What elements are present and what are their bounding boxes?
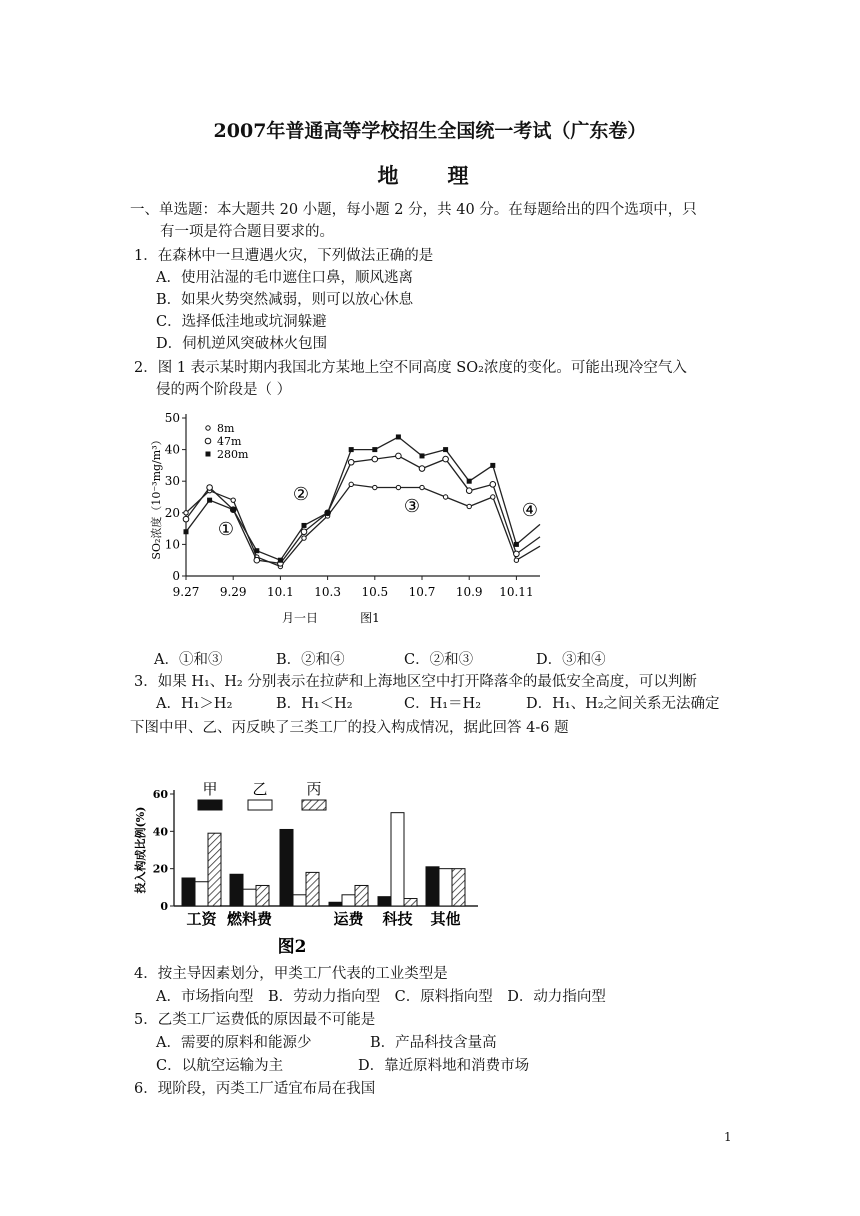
x-tick-label: 9.27 [172, 585, 200, 599]
question-1-option-d: D．伺机逆风突破林火包围 [156, 336, 328, 352]
page-number: 1 [724, 1130, 732, 1144]
y-tick-label: 10 [164, 537, 180, 552]
series-tail-47m [516, 537, 540, 554]
data-point [231, 498, 235, 502]
legend-swatch [248, 800, 272, 810]
category-label: 运费 [333, 910, 364, 928]
bar-甲 [182, 878, 195, 906]
data-point [396, 434, 401, 439]
data-point [184, 529, 189, 534]
category-label: 科技 [382, 910, 413, 928]
data-point [396, 485, 400, 489]
question-5-option-d: D．靠近原料地和消费市场 [358, 1058, 530, 1074]
y-axis-label: 投入构成比例(%) [134, 806, 147, 894]
data-point [443, 447, 448, 452]
bar-丙 [256, 885, 269, 906]
series-line-8m [186, 484, 516, 566]
category-label: 其他 [430, 910, 461, 928]
y-tick-label: 40 [164, 442, 180, 457]
data-point [443, 495, 447, 499]
question-5-option-a: A．需要的原料和能源少 [156, 1035, 312, 1051]
intro-questions-4-6: 下图中甲、乙、丙反映了三类工厂的投入构成情况，据此回答 4-6 题 [130, 720, 569, 736]
question-2-option-b: B．②和④ [276, 652, 345, 668]
figure-2-plot [133, 780, 478, 957]
question-3-option-b: B．H₁＜H₂ [276, 696, 353, 712]
data-point [231, 507, 236, 512]
data-point [254, 557, 260, 563]
series-tail-8m [516, 546, 540, 560]
legend-label: 甲 [202, 780, 218, 798]
bar-丙 [306, 872, 319, 906]
figure-1-line-chart [140, 404, 560, 634]
y-tick-label: 0 [172, 569, 180, 583]
bar-乙 [293, 895, 306, 906]
y-tick-label: 20 [164, 505, 180, 520]
x-tick-label: 10.7 [408, 585, 436, 599]
figure-title: 图1 [360, 611, 380, 625]
data-point [490, 482, 496, 488]
bar-甲 [378, 897, 391, 906]
x-tick-label: 10.9 [455, 585, 483, 599]
data-point [207, 485, 213, 491]
y-tick-label: 50 [164, 411, 180, 425]
y-tick-label: 0 [160, 900, 168, 913]
figure-title: 图2 [277, 937, 307, 957]
data-point [490, 463, 495, 468]
question-3-option-a: A．H₁＞H₂ [156, 696, 233, 712]
data-point [373, 485, 377, 489]
legend-marker [206, 452, 211, 457]
question-2-option-a: A．①和③ [154, 652, 223, 668]
bar-甲 [426, 867, 439, 906]
x-axis-label: 月一日 [281, 611, 319, 625]
data-point [278, 558, 283, 563]
legend-label: 47m [217, 435, 242, 448]
bar-丙 [355, 885, 368, 906]
data-point [254, 548, 259, 553]
legend-label: 乙 [252, 780, 268, 798]
question-5-option-b: B．产品科技含量高 [370, 1035, 497, 1051]
question-3-option-c: C．H₁＝H₂ [404, 696, 482, 712]
question-3-stem: 3．如果 H₁、H₂ 分别表示在拉萨和上海地区空中打开降落伞的最低安全高度，可以判断 [134, 674, 697, 690]
data-point [301, 529, 307, 535]
question-1-stem: 1．在森林中一旦遭遇火灾，下列做法正确的是 [134, 248, 434, 264]
question-3-option-d: D．H₁、H₂之间关系无法确定 [526, 696, 720, 712]
data-point [396, 453, 402, 459]
data-point [420, 485, 424, 489]
data-point [325, 510, 330, 515]
data-point [514, 542, 519, 547]
category-label: 工资 [186, 910, 217, 928]
question-2-stem-line2: 侵的两个阶段是（ ） [156, 382, 292, 398]
data-point [349, 447, 354, 452]
data-point [491, 495, 495, 499]
figure-1-plot [149, 411, 540, 625]
data-point [467, 504, 471, 508]
bar-丙 [404, 899, 417, 906]
data-point [514, 558, 518, 562]
bar-丙 [208, 833, 221, 906]
question-1-option-a: A．使用沾湿的毛巾遮住口鼻，顺风逃离 [156, 270, 413, 286]
data-point [302, 523, 307, 528]
bar-甲 [329, 902, 342, 906]
question-1-option-b: B．如果火势突然减弱，则可以放心休息 [156, 292, 414, 308]
question-1-option-c: C．选择低洼地或坑洞躲避 [156, 314, 327, 330]
x-tick-label: 10.3 [314, 585, 341, 599]
question-2-stem-line1: 2．图 1 表示某时期内我国北方某地上空不同高度 SO₂浓度的变化。可能出现冷空气入 [134, 360, 687, 376]
question-2-option-c: C．②和③ [404, 652, 474, 668]
bar-乙 [342, 895, 355, 906]
data-point [207, 498, 212, 503]
data-point [467, 479, 472, 484]
legend-marker [205, 438, 211, 444]
question-5-stem: 5．乙类工厂运费低的原因最不可能是 [134, 1012, 376, 1028]
bar-丙 [452, 869, 465, 906]
question-4-options: A．市场指向型 B．劳动力指向型 C．原料指向型 D．动力指向型 [156, 989, 606, 1005]
data-point [372, 447, 377, 452]
legend-swatch [302, 800, 326, 810]
legend-label: 丙 [306, 780, 322, 798]
exam-title: 2007年普通高等学校招生全国统一考试（广东卷） [213, 120, 647, 142]
bar-甲 [230, 874, 243, 906]
data-point [184, 511, 188, 515]
bar-乙 [391, 813, 404, 906]
legend-label: 280m [217, 448, 249, 461]
stage-label-4: ④ [521, 500, 539, 521]
stage-label-3: ③ [403, 496, 421, 517]
question-6-stem: 6．现阶段，丙类工厂适宜布局在我国 [134, 1081, 376, 1097]
x-tick-label: 10.1 [267, 585, 294, 599]
figure-2-bar-chart [128, 778, 488, 958]
series-tail-280m [516, 524, 540, 544]
x-tick-label: 9.29 [219, 585, 247, 599]
section-heading-line2: 有一项是符合题目要求的。 [160, 224, 334, 240]
data-point [514, 551, 520, 557]
y-axis-label: SO₂浓度（10⁻³mg/m³） [150, 434, 163, 560]
data-point [420, 453, 425, 458]
bar-乙 [195, 882, 208, 906]
bar-甲 [280, 829, 293, 906]
legend-label: 8m [217, 422, 235, 435]
question-4-stem: 4．按主导因素划分，甲类工厂代表的工业类型是 [134, 966, 448, 982]
section-heading-line1: 一、单选题：本大题共 20 小题，每小题 2 分，共 40 分。在每题给出的四个选项中，只 [130, 202, 697, 218]
data-point [419, 466, 425, 472]
question-2-option-d: D．③和④ [536, 652, 606, 668]
data-point [349, 482, 353, 486]
data-point [466, 488, 472, 494]
data-point [443, 456, 449, 462]
stage-label-1: ① [217, 519, 235, 540]
stage-label-2: ② [292, 484, 310, 505]
data-point [302, 536, 306, 540]
legend-marker [206, 426, 210, 430]
legend-swatch [198, 800, 222, 810]
x-tick-label: 10.11 [499, 585, 534, 599]
y-tick-label: 20 [152, 862, 168, 876]
question-5-option-c: C．以航空运输为主 [156, 1058, 284, 1074]
data-point [348, 459, 354, 465]
data-point [183, 516, 189, 522]
bar-乙 [243, 889, 256, 906]
subject-title: 地 理 [377, 163, 483, 188]
data-point [372, 456, 378, 462]
y-tick-label: 60 [152, 788, 168, 801]
x-tick-label: 10.5 [361, 585, 389, 599]
bar-乙 [439, 869, 452, 906]
category-label: 燃料费 [226, 910, 273, 928]
y-tick-label: 40 [152, 825, 168, 839]
y-tick-label: 30 [164, 474, 180, 489]
